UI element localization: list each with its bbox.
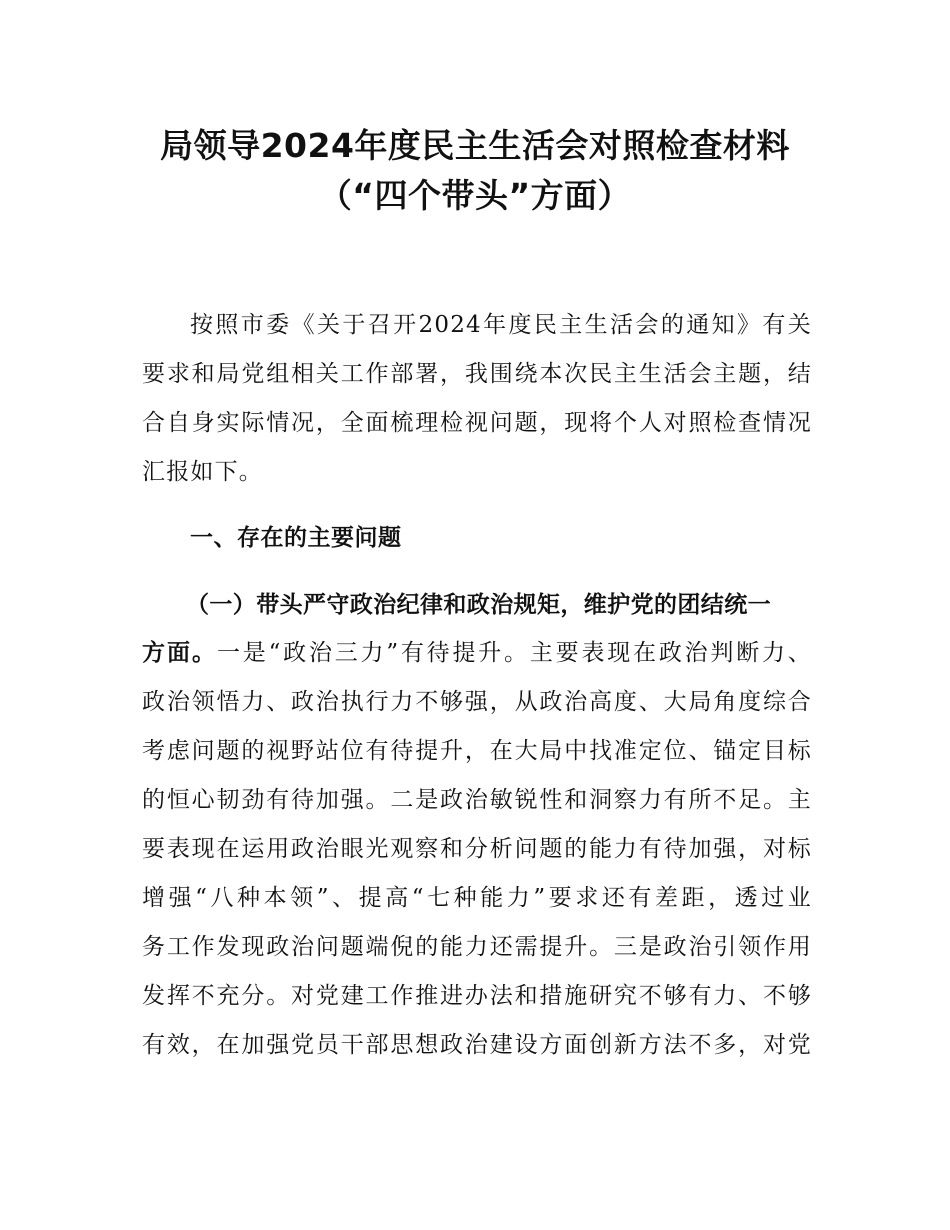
subsection-heading: （一）带头严守政治纪律和政治规矩，维护党的团结统一 <box>186 592 771 618</box>
intro-line-2: 要求和局党组相关工作部署，我围绕本次民主生活会主题，结 <box>142 361 812 387</box>
subsection-heading-end: 方面。 <box>142 640 217 666</box>
document-title: 局领导2024年度民主生活会对照检查材料 <box>160 126 790 165</box>
paragraph-line: 政治领悟力、政治执行力不够强，从政治高度、大局角度综合 <box>142 689 812 715</box>
paragraph-line <box>142 637 812 669</box>
paragraph-line: 考虑问题的视野站位有待提升，在大局中找准定位、锚定目标 <box>142 738 812 764</box>
document-subtitle: （“四个带头”方面） <box>318 176 632 215</box>
paragraph-line: 有效，在加强党员干部思想政治建设方面创新方法不多，对党 <box>142 1032 812 1058</box>
paragraph-line: 务工作发现政治问题端倪的能力还需提升。三是政治引领作用 <box>142 934 812 960</box>
intro-line-1: 按照市委《关于召开2024年度民主生活会的通知》有关 <box>190 312 812 338</box>
paragraph-text: 一是“政治三力”有待提升。主要表现在政治判断力、 <box>217 640 813 666</box>
paragraph-line: 增强“八种本领”、提高“七种能力”要求还有差距，透过业 <box>142 885 812 911</box>
paragraph-line: 发挥不充分。对党建工作推进办法和措施研究不够有力、不够 <box>142 983 812 1009</box>
section-heading: 一、存在的主要问题 <box>190 525 402 551</box>
paragraph-line: 要表现在运用政治眼光观察和分析问题的能力有待加强，对标 <box>142 836 812 862</box>
intro-line-3: 合自身实际情况，全面梳理检视问题，现将个人对照检查情况 <box>142 410 812 436</box>
intro-line-4: 汇报如下。 <box>142 459 263 485</box>
paragraph-line: 的恒心韧劲有待加强。二是政治敏锐性和洞察力有所不足。主 <box>142 787 812 813</box>
